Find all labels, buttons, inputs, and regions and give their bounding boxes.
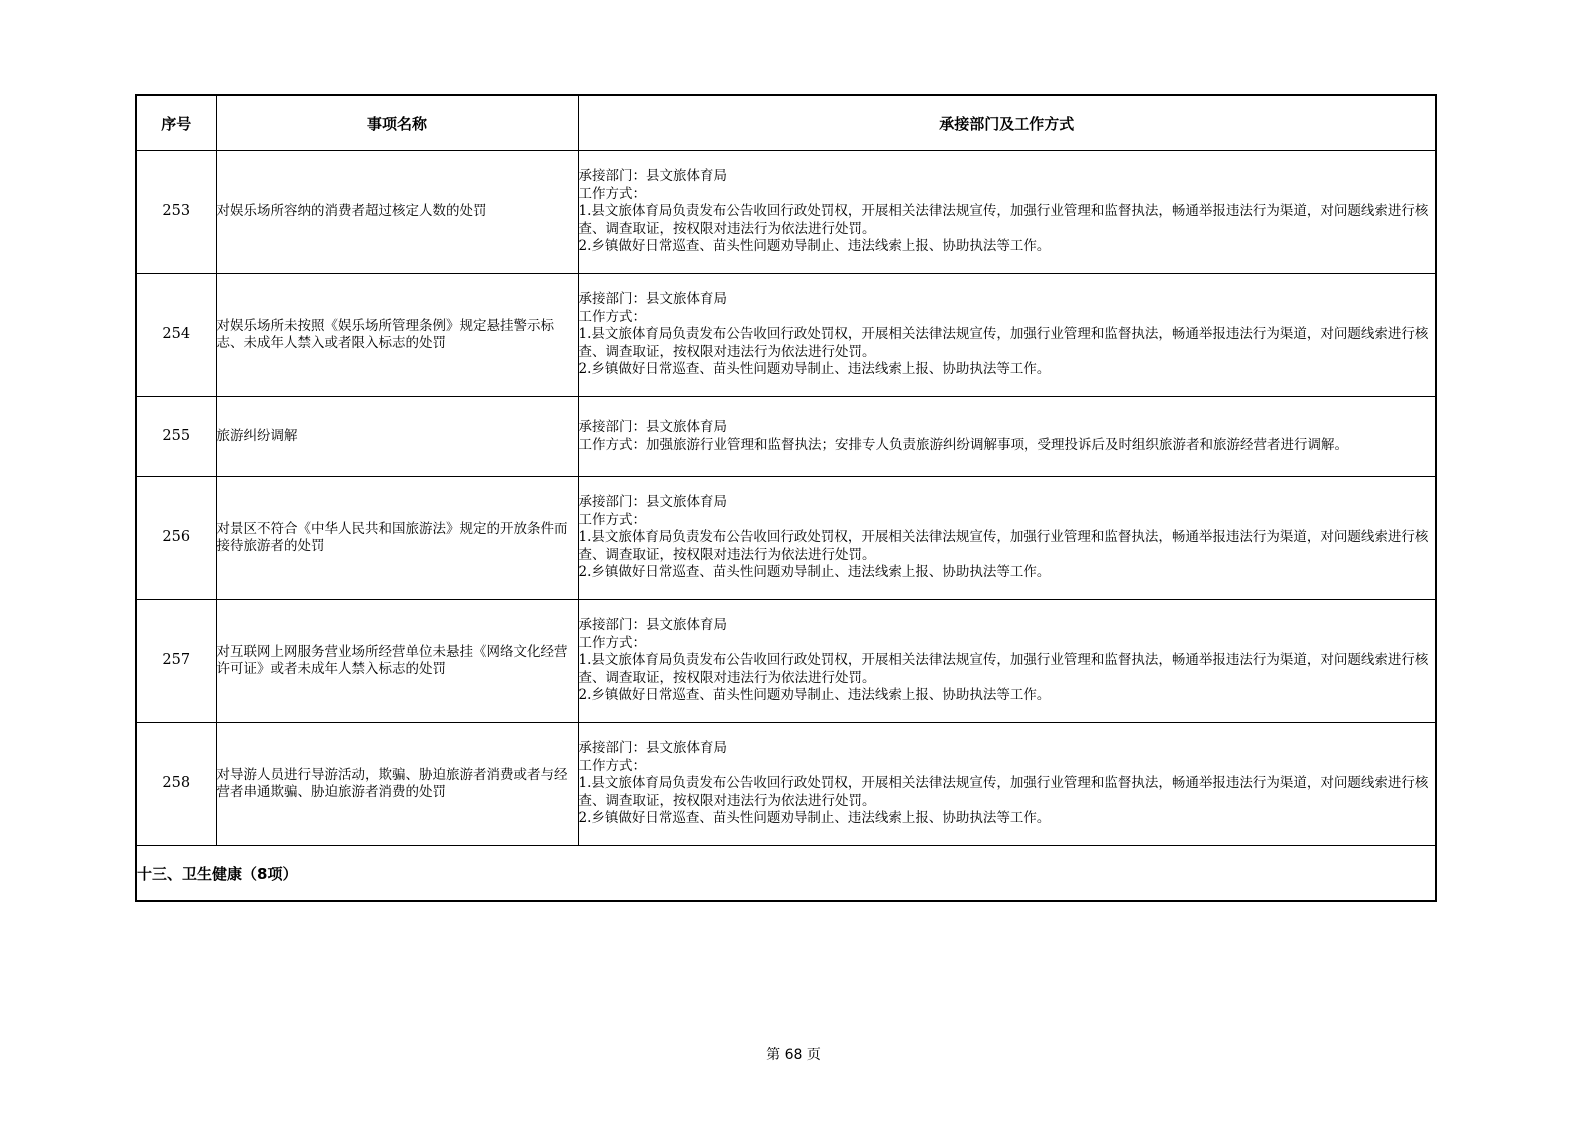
dept-cell: [578, 723, 1436, 846]
item-name: 对景区不符合《中华人民共和国旅游法》规定的开放条件而接待旅游者的处罚: [216, 477, 578, 600]
table-header-row: [136, 95, 1436, 151]
row-number: 255: [136, 397, 216, 477]
table-row: [136, 600, 1436, 723]
dept-line: 承接部门：县文旅体育局: [578, 494, 727, 511]
section-row: [136, 846, 1436, 902]
header-dept: 承接部门及工作方式: [578, 95, 1436, 151]
row-number: 258: [136, 723, 216, 846]
table-row: [136, 397, 1436, 477]
header-name: 事项名称: [216, 95, 578, 151]
table-row: [136, 151, 1436, 274]
method-item-1: 1.县文旅体育局负责发布公告收回行政处罚权，开展相关法律法规宣传，加强行业管理和监督执法，畅通举报违法行为渠道，对问题线索进行核查、调查取证，按权限对违法行为依法进行处罚。: [578, 203, 1429, 237]
table-row: [136, 274, 1436, 397]
method-item-2: 2.乡镇做好日常巡查、苗头性问题劝导制止、违法线索上报、协助执法等工作。: [578, 238, 1051, 255]
method-item-2: 2.乡镇做好日常巡查、苗头性问题劝导制止、违法线索上报、协助执法等工作。: [578, 564, 1051, 581]
items-table: [135, 94, 1437, 902]
item-name: 对互联网上网服务营业场所经营单位未悬挂《网络文化经营许可证》或者未成年人禁入标志的处罚: [216, 600, 578, 723]
item-name: 对娱乐场所未按照《娱乐场所管理条例》规定悬挂警示标志、未成年人禁入或者限入标志的处罚: [216, 274, 578, 397]
item-name: 旅游纠纷调解: [216, 397, 578, 477]
table-row: [136, 723, 1436, 846]
dept-cell: [578, 600, 1436, 723]
method-label: 工作方式：: [578, 511, 646, 528]
method-item-1: 1.县文旅体育局负责发布公告收回行政处罚权，开展相关法律法规宣传，加强行业管理和监督执法，畅通举报违法行为渠道，对问题线索进行核查、调查取证，按权限对违法行为依法进行处罚。: [578, 326, 1429, 360]
page-number: 第 68 页: [766, 1047, 821, 1063]
method-item-1: 1.县文旅体育局负责发布公告收回行政处罚权，开展相关法律法规宣传，加强行业管理和监督执法，畅通举报违法行为渠道，对问题线索进行核查、调查取证，按权限对违法行为依法进行处罚。: [578, 529, 1429, 563]
method-item-2: 2.乡镇做好日常巡查、苗头性问题劝导制止、违法线索上报、协助执法等工作。: [578, 810, 1051, 827]
method-label: 工作方式：: [578, 634, 646, 651]
dept-cell: [578, 397, 1436, 477]
method-label: 工作方式：: [578, 308, 646, 325]
dept-line: 承接部门：县文旅体育局: [578, 617, 727, 634]
row-number: 253: [136, 151, 216, 274]
method-label: 工作方式：: [578, 757, 646, 774]
method-label: 工作方式：: [578, 185, 646, 202]
method-full: 工作方式：加强旅游行业管理和监督执法；安排专人负责旅游纠纷调解事项，受理投诉后及时组织旅游者和旅游经营者进行调解。: [578, 436, 1348, 453]
method-item-1: 1.县文旅体育局负责发布公告收回行政处罚权，开展相关法律法规宣传，加强行业管理和监督执法，畅通举报违法行为渠道，对问题线索进行核查、调查取证，按权限对违法行为依法进行处罚。: [578, 652, 1429, 686]
table-row: [136, 477, 1436, 600]
method-item-1: 1.县文旅体育局负责发布公告收回行政处罚权，开展相关法律法规宣传，加强行业管理和监督执法，畅通举报违法行为渠道，对问题线索进行核查、调查取证，按权限对违法行为依法进行处罚。: [578, 775, 1429, 809]
section-title: 十三、卫生健康（8项）: [136, 846, 1436, 902]
dept-cell: [578, 477, 1436, 600]
header-num: 序号: [136, 95, 216, 151]
method-item-2: 2.乡镇做好日常巡查、苗头性问题劝导制止、违法线索上报、协助执法等工作。: [578, 361, 1051, 378]
dept-line: 承接部门：县文旅体育局: [578, 740, 727, 757]
dept-line: 承接部门：县文旅体育局: [578, 168, 727, 185]
dept-line: 承接部门：县文旅体育局: [578, 291, 727, 308]
row-number: 254: [136, 274, 216, 397]
dept-cell: [578, 151, 1436, 274]
row-number: 257: [136, 600, 216, 723]
dept-line: 承接部门：县文旅体育局: [578, 419, 727, 435]
item-name: 对导游人员进行导游活动，欺骗、胁迫旅游者消费或者与经营者串通欺骗、胁迫旅游者消费的处罚: [216, 723, 578, 846]
dept-cell: [578, 274, 1436, 397]
method-item-2: 2.乡镇做好日常巡查、苗头性问题劝导制止、违法线索上报、协助执法等工作。: [578, 687, 1051, 704]
row-number: 256: [136, 477, 216, 600]
item-name: 对娱乐场所容纳的消费者超过核定人数的处罚: [216, 151, 578, 274]
